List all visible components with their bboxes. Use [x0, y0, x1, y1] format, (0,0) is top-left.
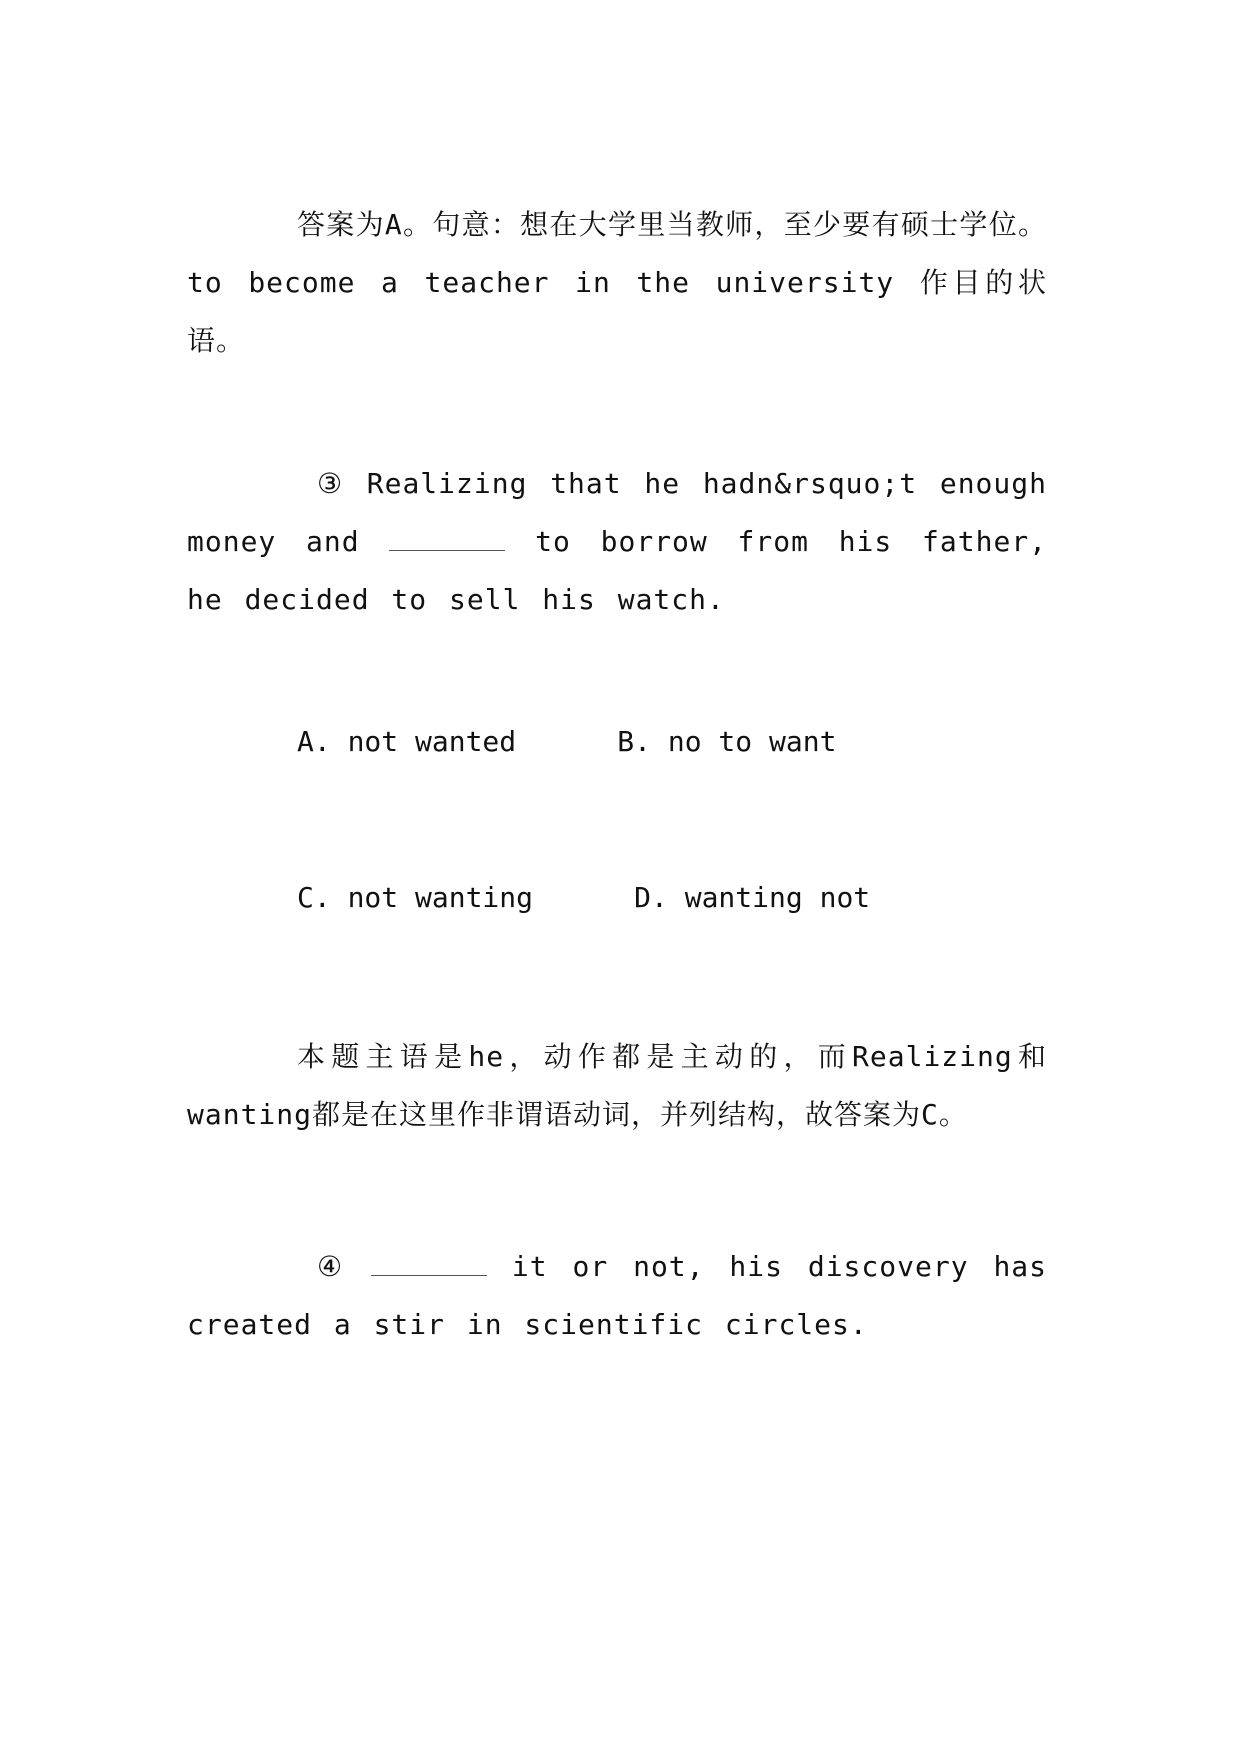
answer-blank [389, 532, 505, 551]
options-row-2: C. not wanting D. wanting not [297, 881, 871, 914]
question-number: ④ [317, 1250, 347, 1283]
options-row-1: A. not wanted B. no to want [297, 725, 837, 758]
answer-explanation-c: 本题主语是he，动作都是主动的，而Realizing和wanting都是在这里作非谓语动词，并列结构，故答案为C。 [187, 1040, 1047, 1131]
question-number: ③ [317, 467, 344, 500]
question-4 [187, 1238, 1047, 1354]
answer-explanation-a: 答案为A。句意：想在大学里当教师，至少要有硕士学位。to become a teacher in the university 作目的状语。 [187, 208, 1047, 357]
question-3 [187, 455, 1047, 629]
question-text: it or not, his discovery has created a stir in scientific circles. [187, 1250, 1048, 1341]
question-text: to borrow from his father, he decided to sell his watch. [187, 525, 1048, 616]
question-text: Realizing that he hadn&rsquo;t enough money and [187, 467, 1047, 558]
answer-blank [371, 1257, 487, 1276]
